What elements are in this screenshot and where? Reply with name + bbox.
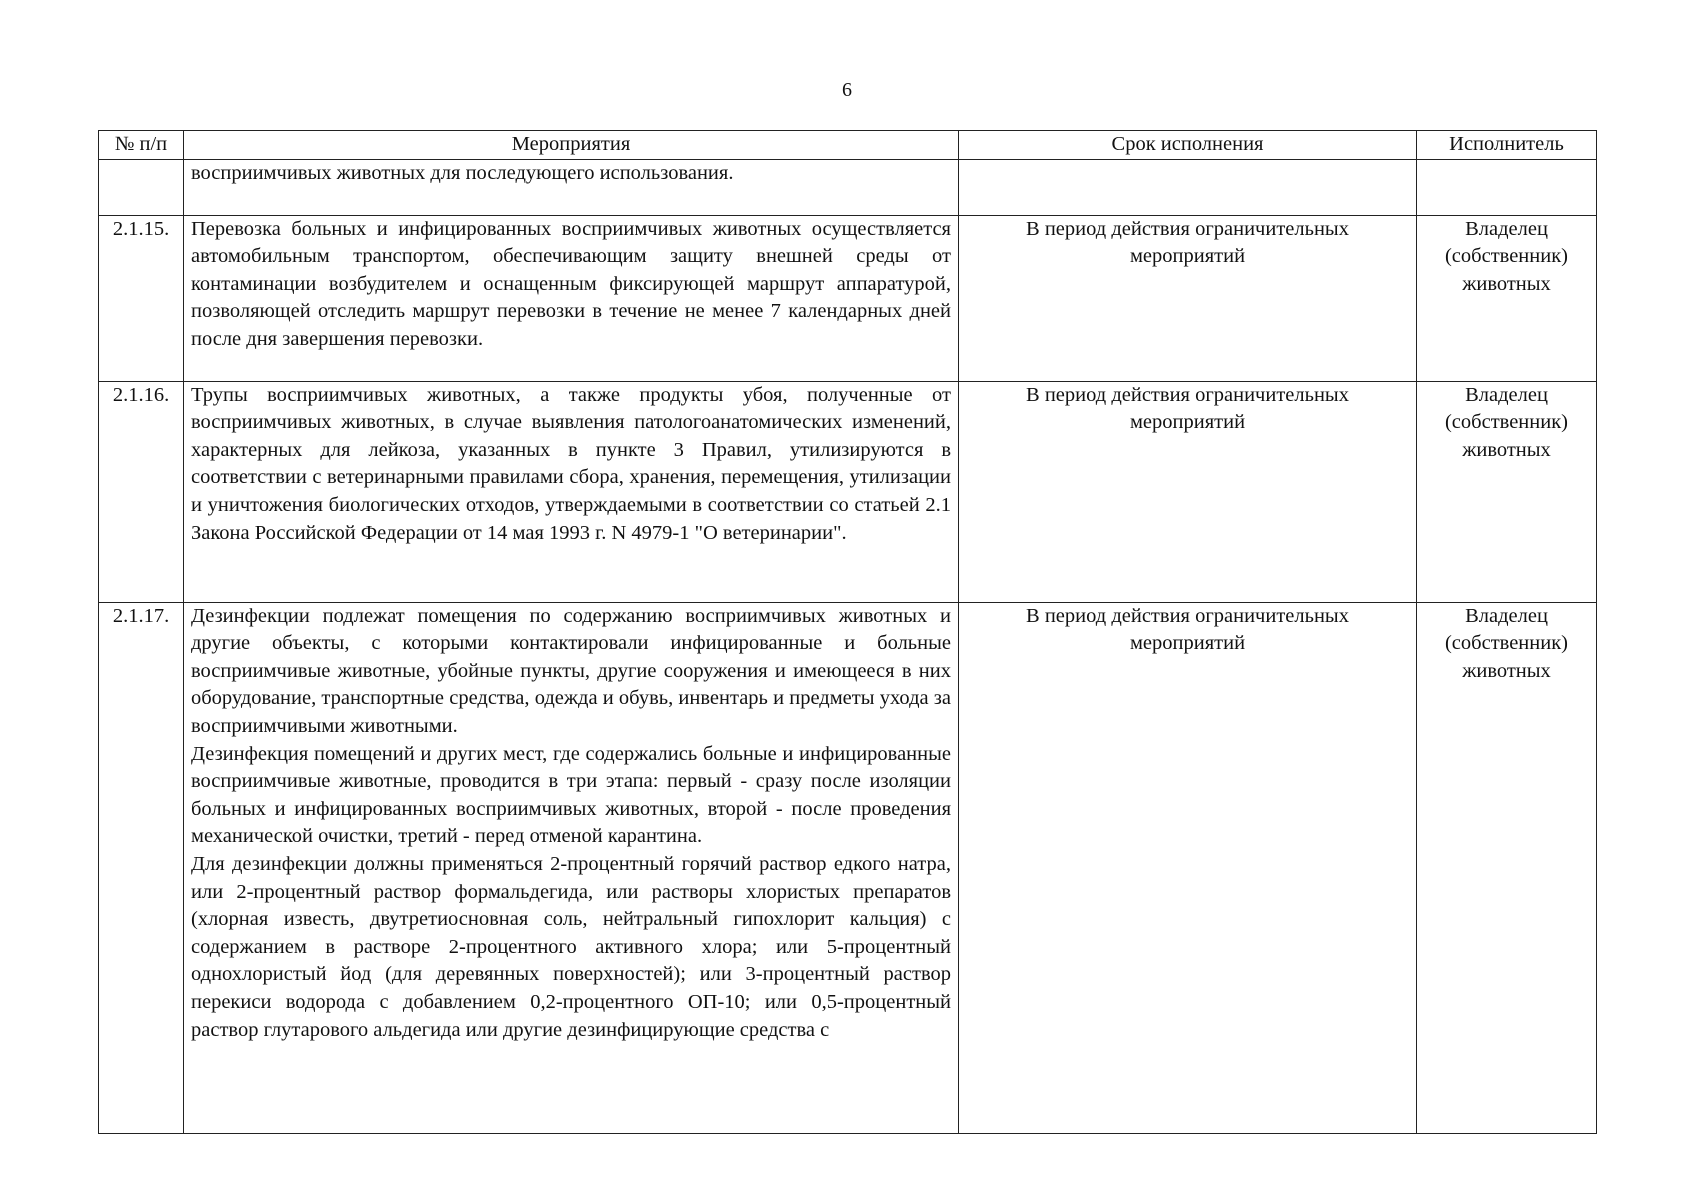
table-row [99, 602, 1597, 1133]
row-activity [184, 602, 959, 1133]
row-number [99, 159, 184, 215]
row-deadline [959, 159, 1417, 215]
row-activity [184, 215, 959, 381]
header-executor: Исполнитель [1417, 131, 1597, 160]
row-number: 2.1.16. [99, 381, 184, 602]
row-executor: Владелец (собственник) животных [1417, 381, 1597, 602]
activity-paragraph: Дезинфекции подлежат помещения по содержанию восприимчивых животных и другие объекты, с которыми контактировали инфицированные и больные восприимчивые животные, убойные пункты, другие сооружения и имеющееся в них оборудование, транспортные средства, одежда и обувь, инвентарь и предметы ухода за восприимчивыми животными. [191, 604, 951, 737]
row-activity [184, 381, 959, 602]
row-executor: Владелец (собственник) животных [1417, 602, 1597, 1133]
header-row [99, 131, 1597, 160]
row-number: 2.1.17. [99, 602, 184, 1133]
activity-paragraph: восприимчивых животных для последующего использования. [191, 161, 734, 184]
row-deadline: В период действия ограничительных мероприятий [959, 381, 1417, 602]
activity-paragraph: Для дезинфекции должны применяться 2-процентный горячий раствор едкого натра, или 2-процентный раствор формальдегида, или растворы хлористых препаратов (хлорная известь, двутретиосновная соль, нейтральный гипохлорит кальция) с содержанием в растворе 2-процентного активного хлора; или 5-процентный однохлористый йод (для деревянных поверхностей); или 3-процентный раствор перекиси водорода с добавлением 0,2-процентного ОП-10; или 0,5-процентный раствор глутарового альдегида или другие дезинфицирующие средства с [191, 852, 951, 1041]
activity-paragraph: Дезинфекция помещений и других мест, где содержались больные и инфицированные восприимчивые животные, проводится в три этапа: первый - сразу после изоляции больных и инфицированных восприимчивых животных, второй - после проведения механической очистки, третий - перед отменой карантина. [191, 742, 951, 848]
activity-paragraph: Перевозка больных и инфицированных восприимчивых животных осуществляется автомобильным транспортом, обеспечивающим защиту внешней среды от контаминации возбудителем и оснащенным фиксирующей маршрут аппаратурой, позволяющей отследить маршрут перевозки в течение не менее 7 календарных дней после дня завершения перевозки. [191, 217, 951, 350]
measures-table [98, 130, 1597, 1134]
row-activity [184, 159, 959, 215]
table-header [99, 131, 1597, 160]
row-executor: Владелец (собственник) животных [1417, 215, 1597, 381]
header-activities: Мероприятия [184, 131, 959, 160]
table-body [99, 159, 1597, 1133]
activity-paragraph: Трупы восприимчивых животных, а также продукты убоя, полученные от восприимчивых животных, в случае выявления патологоанатомических изменений, характерных для лейкоза, указанных в пункте 3 Правил, утилизируются в соответствии с ветеринарными правилами сбора, хранения, перемещения, утилизации и уничтожения биологических отходов, утверждаемыми в соответствии со статьей 2.1 Закона Российской Федерации от 14 мая 1993 г. N 4979-1 "О ветеринарии". [191, 383, 951, 544]
row-number: 2.1.15. [99, 215, 184, 381]
row-executor [1417, 159, 1597, 215]
header-num: № п/п [99, 131, 184, 160]
header-deadline: Срок исполнения [959, 131, 1417, 160]
page-number: 6 [842, 79, 852, 101]
table-row [99, 159, 1597, 215]
row-deadline: В период действия ограничительных мероприятий [959, 602, 1417, 1133]
row-deadline: В период действия ограничительных мероприятий [959, 215, 1417, 381]
table-row [99, 381, 1597, 602]
table-row [99, 215, 1597, 381]
